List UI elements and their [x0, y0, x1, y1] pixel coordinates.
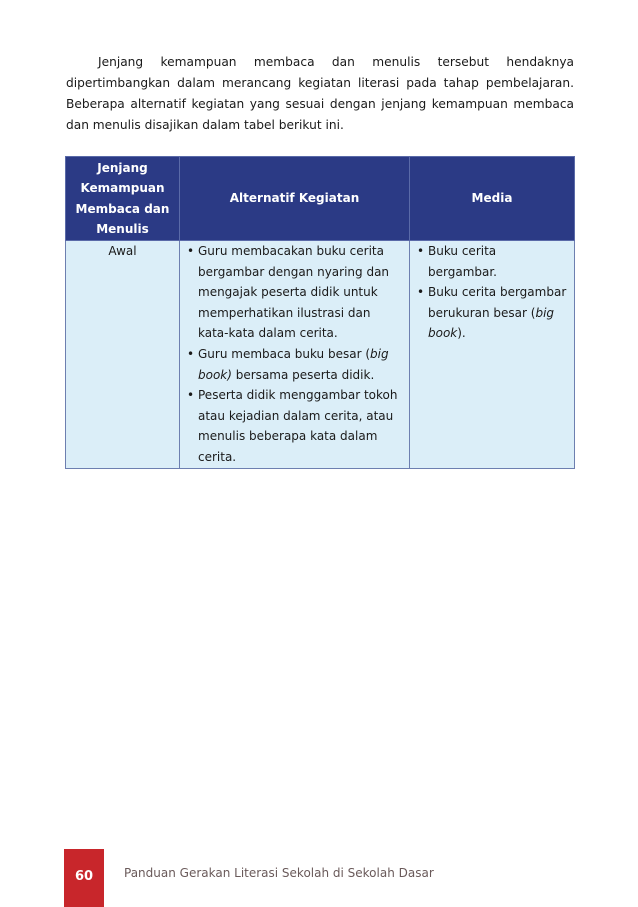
header-level-line: Kemampuan — [80, 181, 165, 195]
media-item — [410, 282, 568, 344]
media-item — [410, 241, 568, 282]
activity-text-italic: big book) — [198, 346, 389, 382]
table-row — [66, 241, 575, 469]
media-cell — [410, 241, 575, 469]
activity-text-post: bersama peserta didik. — [231, 367, 375, 382]
bullet-icon: • — [417, 244, 425, 258]
activity-list — [180, 241, 409, 468]
bullet-icon: • — [417, 285, 425, 300]
activity-item — [180, 241, 399, 344]
bullet-icon: • — [187, 388, 195, 403]
footer-title: Panduan Gerakan Literasi Sekolah di Sekolah Dasar — [124, 866, 434, 880]
header-level — [66, 157, 180, 241]
bullet-icon: • — [187, 244, 195, 258]
activity-table — [65, 156, 575, 469]
header-activities: Alternatif Kegiatan — [180, 157, 410, 241]
page-number: 60 — [74, 869, 94, 884]
header-media: Media — [410, 157, 575, 241]
activity-text: Guru membacakan buku cerita bergambar dengan nyaring dan mengajak peserta didik untuk memperhatikan ilustrasi dan kata-kata dalam cerita. — [198, 244, 390, 341]
header-level-line: Jenjang — [97, 160, 148, 175]
intro-paragraph: Jenjang kemampuan membaca dan menulis tersebut hendaknya dipertimbangkan dalam merancang kegiatan literasi pada tahap pembelajaran. Beberapa alternatif kegiatan yang sesuai dengan jenjang kemampuan membaca dan menulis disajikan dalam tabel berikut ini. — [66, 55, 574, 132]
media-text-pre: Buku cerita bergambar berukuran besar ( — [428, 285, 567, 320]
media-text-post: ). — [457, 326, 466, 341]
media-text: Buku cerita bergambar. — [428, 244, 497, 279]
header-level-line: Menulis — [96, 222, 149, 236]
media-text-italic: big book — [428, 305, 555, 341]
activity-item — [180, 385, 399, 467]
table-header-row — [66, 157, 575, 241]
activity-text-pre: Guru membaca buku besar ( — [198, 346, 371, 361]
activity-item — [180, 344, 399, 385]
header-level-line: Membaca dan — [75, 201, 170, 216]
activity-text: Peserta didik menggambar tokoh atau kejadian dalam cerita, atau menulis beberapa kata dalam cerita. — [198, 388, 398, 464]
activities-cell — [180, 241, 410, 469]
level-cell: Awal — [66, 241, 180, 469]
bullet-icon: • — [187, 346, 195, 361]
media-list — [410, 241, 574, 344]
page-number-badge — [64, 849, 104, 907]
